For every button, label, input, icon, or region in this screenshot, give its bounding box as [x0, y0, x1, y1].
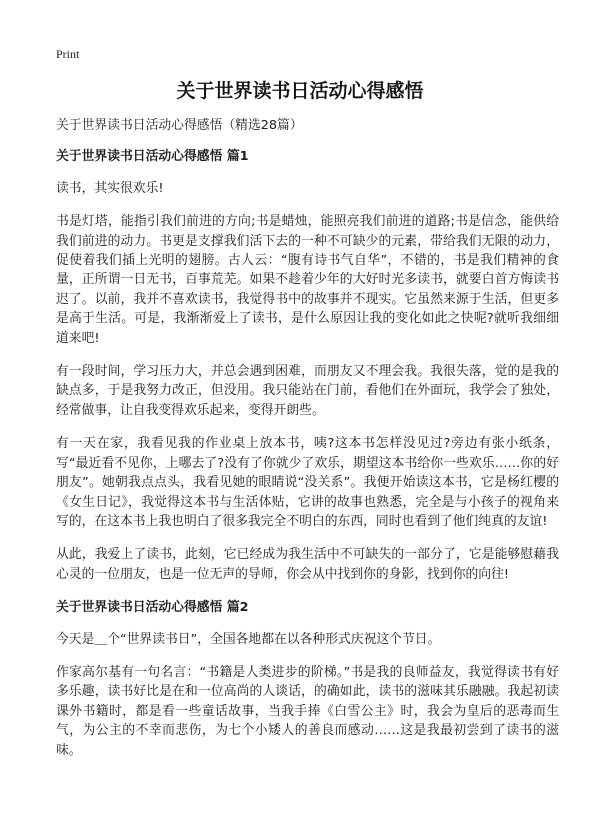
paragraph: 作家高尔基有一句名言：“书籍是人类进步的阶梯。”书是我的良师益友，我觉得读书有好多乐趣，读书好比是在和一位高尚的人谈话，的确如此，读书的滋味其乐融融。我起初读课外书籍时，都是看一些童话故事，当我手捧《白雪公主》时，我会为皇后的恶毒而生气，为公主的不幸而悲伤，为七个小矮人的善良而感动……这是我最初尝到了读书的滋味。 [56, 664, 559, 758]
paragraph: 读书，其实很欢乐! [56, 180, 164, 196]
paragraph: 书是灯塔，能指引我们前进的方向;书是蜡烛，能照亮我们前进的道路;书是信念，能供给我们前进的动力。书更是支撑我们活下去的一种不可缺少的元素，带给我们无限的动力，促使着我们插上光明的翅膀。古人云：“腹有诗书气自华”，不错的，书是我们精神的食量，正所谓一日无书，百事荒芜。如果不趁着少年的大好时光多读书，就要白首方悔读书迟了。以前，我并不喜欢读书，我觉得书中的故事并不现实。它虽然来源于生活，但更多是高于生活。可是，我渐渐爱上了读书，是什么原因让我的变化如此之快呢?就听我细细道来吧! [56, 214, 559, 346]
document-body [56, 116, 559, 774]
section-heading: 关于世界读书日活动心得感悟 篇1 [56, 149, 249, 165]
paragraph: 从此，我爱上了读书，此刻，它已经成为我生活中不可缺失的一部分了，它是能够慰藉我心灵的一位朋友，也是一位无声的导师，你会从中找到你的身影，找到你的向往! [56, 547, 559, 582]
paragraph: 有一天在家，我看见我的作业桌上放本书，咦?这本书怎样没见过?旁边有张小纸条，写“最近看不见你，上哪去了?没有了你就少了欢乐，期望这本书给你一些欢乐……你的好朋友”。她朝我点点头，我看见她的眼睛说“没关系”。我便开始读这本书，它是杨红樱的《女生日记》，我觉得这本书与生活体贴，它讲的故事也熟悉，完全是与小孩子的视角来写的，在这本书上我也明白了很多我完全不明白的东西，同时也看到了他们纯真的友谊! [56, 436, 559, 529]
document-subtitle: 关于世界读书日活动心得感悟（精选28篇） [56, 118, 303, 133]
print-link[interactable]: Print [56, 47, 80, 61]
paragraph: 今天是＿个“世界读书日”，全国各地都在以各种形式庆祝这个节日。 [56, 631, 441, 647]
paragraph: 有一段时间，学习压力大，并总会遇到困难，而朋友又不理会我。我很失落，觉的是我的缺点多，于是我努力改正，但没用。我只能站在门前，看他们在外面玩，我学会了独处，经常做事，让自我变得欢乐起来，变得开朗些。 [56, 364, 559, 418]
section-heading: 关于世界读书日活动心得感悟 篇2 [56, 600, 249, 616]
document-title: 关于世界读书日活动心得感悟 [176, 80, 424, 102]
